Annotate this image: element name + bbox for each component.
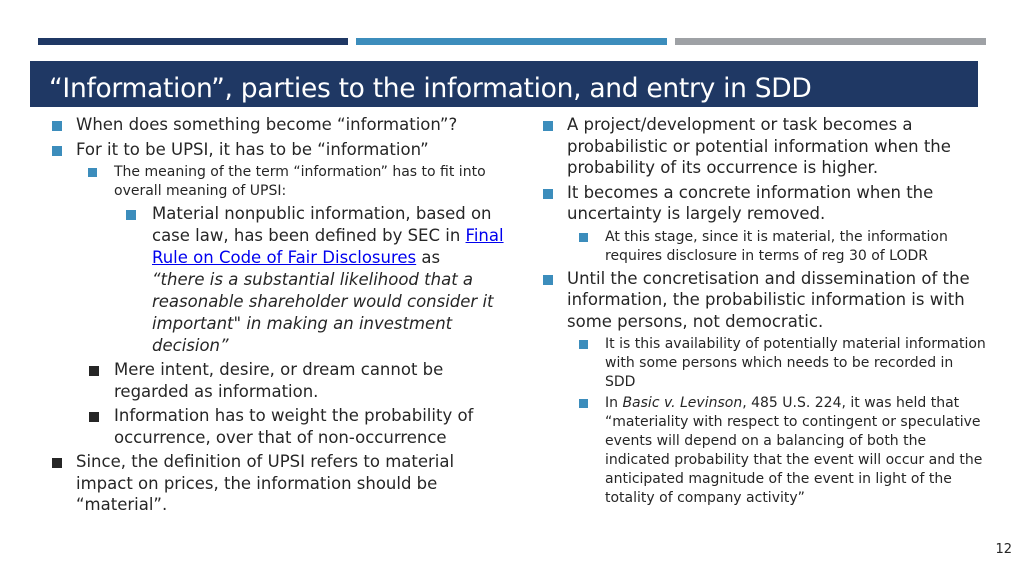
- accent-bar-gray: [675, 38, 986, 45]
- accent-bar-dark: [38, 38, 348, 45]
- bullet-text: , 485 U.S. 224, it was held that “materiality with respect to contingent or speculative events will depend on a balancing of both the indicated probability that the event will occur and the anticipated magnitude of the event in light of the totality of company activity”: [605, 395, 983, 506]
- bullet-square-icon: [543, 121, 553, 131]
- sub-bullet-item: [537, 394, 987, 508]
- sub-bullet-item: [46, 359, 506, 402]
- bullet-item: [537, 268, 987, 333]
- slide-title: “Information”, parties to the information, and entry in SDD: [49, 73, 812, 104]
- right-column: [537, 114, 987, 510]
- bullet-text: When does something become “information”?: [76, 115, 458, 134]
- bullet-square-icon: [89, 366, 99, 376]
- bullet-square-icon: [543, 275, 553, 285]
- left-column: [46, 114, 506, 519]
- bullet-square-icon: [579, 340, 588, 349]
- case-name: Basic v. Levinson: [622, 395, 743, 411]
- bullet-square-icon: [52, 146, 62, 156]
- quote-text: “there is a substantial likelihood that a reasonable shareholder would consider it important" in making an investment decision”: [152, 270, 494, 355]
- bullet-text: Since, the definition of UPSI refers to material impact on prices, the information should be “material”.: [76, 452, 455, 514]
- bullet-square-icon: [52, 458, 62, 468]
- bullet-square-icon: [126, 210, 136, 220]
- sub-bullet-item: [537, 228, 987, 266]
- bullet-square-icon: [579, 399, 588, 408]
- page-number: 12: [995, 542, 1012, 557]
- bullet-text: Information has to weight the probability of occurrence, over that of non-occurrence: [114, 406, 474, 447]
- sub-bullet-item: [46, 405, 506, 448]
- bullet-text: At this stage, since it is material, the information requires disclosure in terms of reg 30 of LODR: [605, 228, 948, 264]
- bullet-text: It is this availability of potentially material information with some persons which needs to be recorded in SDD: [605, 336, 986, 390]
- bullet-item: [537, 182, 987, 225]
- title-band: [30, 61, 978, 107]
- bullet-square-icon: [89, 412, 99, 422]
- bullet-item: [537, 114, 987, 179]
- bullet-text: as: [416, 248, 441, 267]
- bullet-text: The meaning of the term “information” has to fit into overall meaning of UPSI:: [114, 164, 486, 199]
- bullet-text: Material nonpublic information, based on case law, has been defined by SEC in: [152, 204, 492, 245]
- bullet-item: [46, 139, 506, 161]
- sub-sub-bullet-item: [46, 203, 506, 357]
- sub-bullet-item: [46, 163, 506, 201]
- bullet-text: It becomes a concrete information when the uncertainty is largely removed.: [567, 182, 934, 223]
- bullet-square-icon: [543, 189, 553, 199]
- bullet-text: For it to be UPSI, it has to be “information”: [76, 139, 429, 159]
- bullet-item: [46, 114, 506, 136]
- bullet-square-icon: [52, 121, 62, 131]
- bullet-text: Until the concretisation and dissemination of the information, the probabilistic information is with some persons, not democratic.: [567, 268, 970, 331]
- final-rule-link[interactable]: Final Rule on Code of Fair Disclosures: [152, 226, 504, 267]
- bullet-text: In: [605, 395, 623, 411]
- bullet-text: A project/development or task becomes a probabilistic or potential information when the probability of its occurrence is higher.: [567, 115, 951, 177]
- sub-bullet-item: [537, 335, 987, 392]
- bullet-square-icon: [88, 168, 97, 177]
- bullet-item: [46, 451, 506, 516]
- bullet-square-icon: [579, 233, 588, 242]
- accent-bar-blue: [356, 38, 667, 45]
- bullet-text: Mere intent, desire, or dream cannot be regarded as information.: [114, 360, 444, 401]
